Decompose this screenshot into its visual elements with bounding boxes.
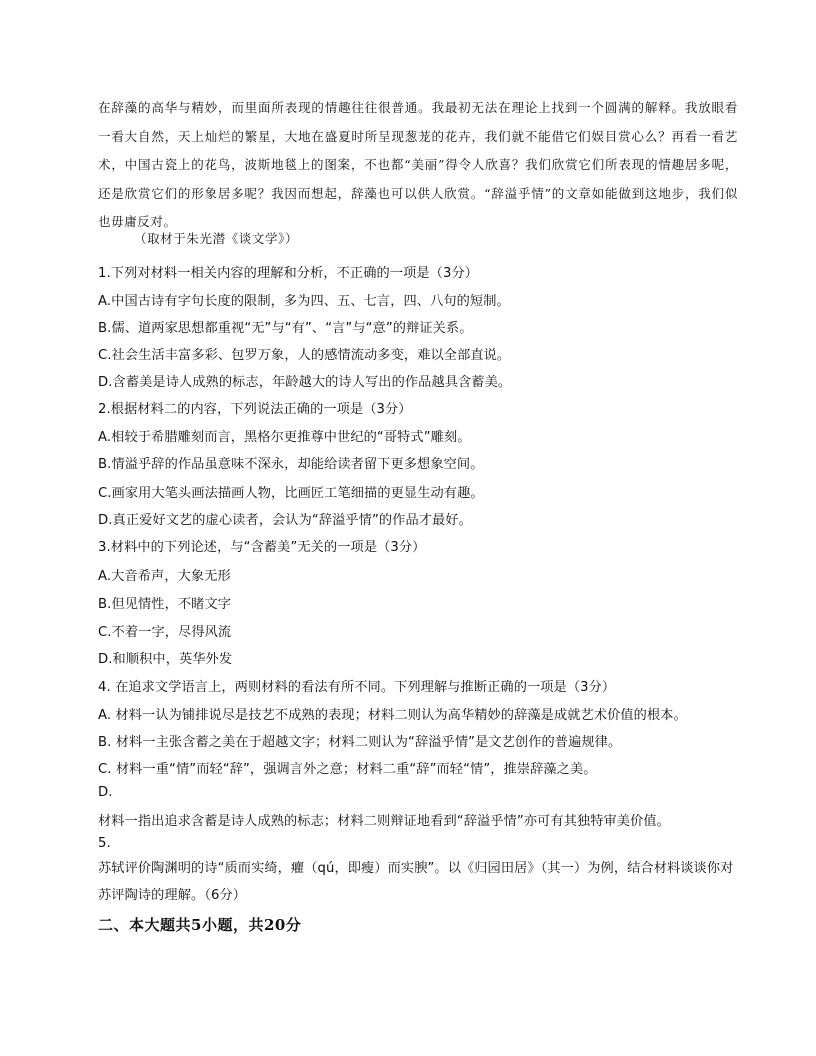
question-3-option-b: B.但见情性，不睹文字 (98, 597, 232, 612)
question-1-option-c: C.社会生活丰富多彩、包罗万象，人的感情流动多变，难以全部直说。 (98, 348, 511, 363)
question-1-option-a: A.中国古诗有字句长度的限制，多为四、五、七言，四、八句的短制。 (98, 294, 510, 309)
section-heading: 二、本大题共5小题，共20分 (98, 916, 302, 934)
question-3-stem: 3.材料中的下列论述，与“含蓄美”无关的一项是（3分） (98, 540, 426, 555)
question-3-option-a: A.大音希声，大象无形 (98, 569, 231, 584)
question-5-text: 苏轼评价陶渊明的诗“质而实绮，癯（qú，即瘦）而实腴”。以《归园田居》（其一）为例，结合材料谈谈你对苏评陶诗的理解。（6分） (98, 861, 734, 903)
question-4-stem: 4. 在追求文学语言上，两则材料的看法有所不同。下列理解与推断正确的一项是（3分） (98, 680, 616, 695)
question-5-number: 5. (98, 836, 111, 851)
question-4-option-a: A. 材料一认为铺排说尽是技艺不成熟的表现；材料二则认为高华精妙的辞藻是成就艺术价值的根本。 (98, 708, 687, 723)
question-2-stem: 2.根据材料二的内容，下列说法正确的一项是（3分） (98, 402, 412, 417)
question-4-option-b: B. 材料一主张含蓄之美在于超越文字；材料二则认为“辞溢乎情”是文艺创作的普遍规律。 (98, 735, 622, 750)
question-2-option-a: A.相较于希腊雕刻而言，黑格尔更推尊中世纪的“哥特式”雕刻。 (98, 430, 471, 445)
passage-source: （取材于朱光潜《谈文学》） (134, 231, 299, 246)
question-4-option-d-text: 材料一指出追求含蓄是诗人成熟的标志；材料二则辩证地看到“辞溢乎情”亦可有其独特审美价值。 (98, 814, 670, 829)
question-1-option-d: D.含蓄美是诗人成熟的标志，年龄越大的诗人写出的作品越具含蓄美。 (98, 375, 512, 390)
question-4-option-c: C. 材料一重“情”而轻“辞”，强调言外之意；材料二重“辞”而轻“情”，推崇辞藻之美。 (98, 762, 597, 777)
question-2-option-c: C.画家用大笔头画法描画人物，比画匠工笔细描的更显生动有趣。 (98, 486, 484, 501)
question-1-option-b: B.儒、道两家思想都重视“无”与“有”、“言”与“意”的辩证关系。 (98, 321, 473, 336)
question-2-option-b: B.情溢乎辞的作品虽意味不深永，却能给读者留下更多想象空间。 (98, 457, 484, 472)
question-3-option-c: C.不着一字，尽得风流 (98, 625, 232, 640)
question-1-stem: 1.下列对材料一相关内容的理解和分析，不正确的一项是（3分） (98, 266, 479, 281)
question-3-option-d: D.和顺积中，英华外发 (98, 652, 233, 667)
passage-text: 在辞藻的高华与精妙，而里面所表现的情趣往往很普通。我最初无法在理论上找到一个圆满的解释。我放眼看一看大自然，天上灿烂的繁星，大地在盛夏时所呈现葱茏的花卉，我们就不能借它们娱目赏心么？再看一看艺术，中国古瓷上的花鸟，波斯地毯上的图案，不也都“美丽”得令人欣喜？我们欣赏它们所表现的情趣居多呢，还是欣赏它们的形象居多呢？我因而想起，辞藻也可以供人欣赏。“辞溢乎情”的文章如能做到这地步，我们似也毋庸反对。 (98, 100, 738, 229)
question-2-option-d: D.真正爱好文艺的虚心读者，会认为“辞溢乎情”的作品才最好。 (98, 513, 472, 528)
question-4-option-d-label: D. (98, 785, 113, 800)
